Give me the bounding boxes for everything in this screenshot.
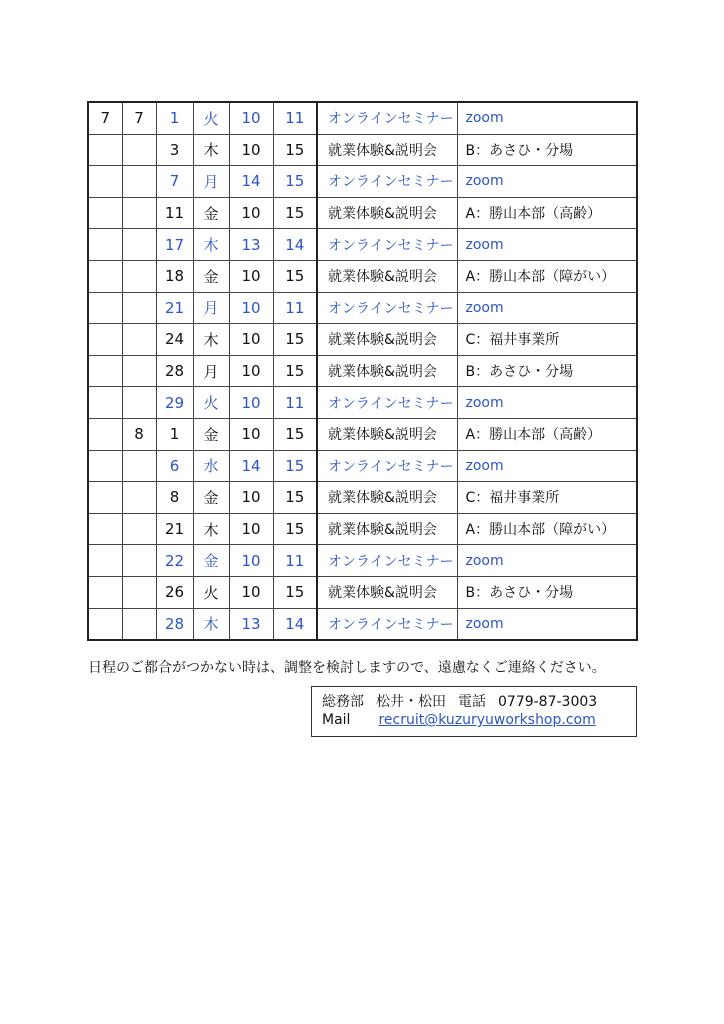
- day-cell: 18: [156, 260, 193, 292]
- year-cell: [88, 387, 122, 419]
- contact-names: 松井・松田: [376, 694, 446, 710]
- start-time-cell: 10: [229, 576, 273, 608]
- year-cell: [88, 545, 122, 577]
- month-cell: [122, 608, 156, 640]
- schedule-row: [88, 229, 637, 261]
- month-cell: 8: [122, 418, 156, 450]
- month-cell: [122, 324, 156, 356]
- event-type-cell: 就業体験&説明会: [317, 260, 457, 292]
- start-time-cell: 10: [229, 102, 273, 134]
- contact-mail-row: [322, 711, 636, 729]
- location-cell: A：勝山本部（障がい）: [457, 513, 637, 545]
- location-cell: zoom: [457, 166, 637, 198]
- start-time-cell: 10: [229, 324, 273, 356]
- weekday-cell: 木: [193, 513, 229, 545]
- start-time-cell: 10: [229, 260, 273, 292]
- day-cell: 7: [156, 166, 193, 198]
- start-time-cell: 14: [229, 166, 273, 198]
- year-cell: [88, 166, 122, 198]
- day-cell: 28: [156, 608, 193, 640]
- schedule-row: [88, 482, 637, 514]
- contact-note: 日程のご都合がつかない時は、調整を検討しますので、遠慮なくご連絡ください。: [88, 660, 606, 676]
- day-cell: 17: [156, 229, 193, 261]
- location-cell: zoom: [457, 450, 637, 482]
- day-cell: 22: [156, 545, 193, 577]
- day-cell: 8: [156, 482, 193, 514]
- event-type-cell: オンラインセミナー: [317, 545, 457, 577]
- event-type-cell: オンラインセミナー: [317, 229, 457, 261]
- weekday-cell: 木: [193, 608, 229, 640]
- end-time-cell: 15: [273, 197, 317, 229]
- day-cell: 21: [156, 292, 193, 324]
- end-time-cell: 15: [273, 513, 317, 545]
- location-cell: A：勝山本部（高齢）: [457, 197, 637, 229]
- contact-phone-row: [322, 693, 636, 711]
- event-type-cell: オンラインセミナー: [317, 608, 457, 640]
- end-time-cell: 14: [273, 608, 317, 640]
- start-time-cell: 13: [229, 608, 273, 640]
- day-cell: 11: [156, 197, 193, 229]
- start-time-cell: 10: [229, 513, 273, 545]
- month-cell: [122, 292, 156, 324]
- contact-department: 総務部: [322, 694, 364, 710]
- year-cell: [88, 482, 122, 514]
- event-type-cell: オンラインセミナー: [317, 292, 457, 324]
- schedule-row: [88, 166, 637, 198]
- day-cell: 28: [156, 355, 193, 387]
- month-cell: [122, 134, 156, 166]
- end-time-cell: 11: [273, 102, 317, 134]
- start-time-cell: 14: [229, 450, 273, 482]
- schedule-row: [88, 513, 637, 545]
- schedule-row: [88, 355, 637, 387]
- end-time-cell: 15: [273, 134, 317, 166]
- event-type-cell: 就業体験&説明会: [317, 197, 457, 229]
- schedule-row: [88, 292, 637, 324]
- location-cell: B：あさひ・分場: [457, 355, 637, 387]
- year-cell: [88, 418, 122, 450]
- day-cell: 6: [156, 450, 193, 482]
- schedule-row: [88, 576, 637, 608]
- schedule-row: [88, 387, 637, 419]
- location-cell: B：あさひ・分場: [457, 576, 637, 608]
- weekday-cell: 月: [193, 166, 229, 198]
- year-cell: [88, 197, 122, 229]
- contact-mail-label: Mail: [322, 712, 351, 728]
- month-cell: [122, 387, 156, 419]
- end-time-cell: 14: [273, 229, 317, 261]
- day-cell: 29: [156, 387, 193, 419]
- weekday-cell: 火: [193, 387, 229, 419]
- weekday-cell: 金: [193, 418, 229, 450]
- month-cell: [122, 260, 156, 292]
- location-cell: C：福井事業所: [457, 324, 637, 356]
- contact-box: [311, 686, 637, 737]
- schedule-body: [88, 102, 637, 640]
- location-cell: zoom: [457, 608, 637, 640]
- location-cell: zoom: [457, 292, 637, 324]
- schedule-row: [88, 418, 637, 450]
- start-time-cell: 10: [229, 545, 273, 577]
- weekday-cell: 金: [193, 260, 229, 292]
- weekday-cell: 月: [193, 355, 229, 387]
- year-cell: [88, 576, 122, 608]
- schedule-row: [88, 450, 637, 482]
- year-cell: [88, 260, 122, 292]
- event-type-cell: 就業体験&説明会: [317, 355, 457, 387]
- month-cell: [122, 513, 156, 545]
- schedule-row: [88, 260, 637, 292]
- year-cell: [88, 355, 122, 387]
- weekday-cell: 金: [193, 197, 229, 229]
- location-cell: A：勝山本部（障がい）: [457, 260, 637, 292]
- weekday-cell: 水: [193, 450, 229, 482]
- location-cell: zoom: [457, 102, 637, 134]
- month-cell: [122, 197, 156, 229]
- end-time-cell: 15: [273, 260, 317, 292]
- end-time-cell: 15: [273, 482, 317, 514]
- schedule-row: [88, 197, 637, 229]
- event-type-cell: 就業体験&説明会: [317, 513, 457, 545]
- day-cell: 24: [156, 324, 193, 356]
- year-cell: [88, 134, 122, 166]
- location-cell: zoom: [457, 387, 637, 419]
- end-time-cell: 15: [273, 324, 317, 356]
- location-cell: B：あさひ・分場: [457, 134, 637, 166]
- weekday-cell: 金: [193, 482, 229, 514]
- weekday-cell: 木: [193, 229, 229, 261]
- event-type-cell: 就業体験&説明会: [317, 576, 457, 608]
- weekday-cell: 木: [193, 324, 229, 356]
- year-cell: [88, 324, 122, 356]
- start-time-cell: 13: [229, 229, 273, 261]
- end-time-cell: 15: [273, 576, 317, 608]
- event-type-cell: 就業体験&説明会: [317, 418, 457, 450]
- weekday-cell: 火: [193, 102, 229, 134]
- year-cell: 7: [88, 102, 122, 134]
- event-type-cell: オンラインセミナー: [317, 166, 457, 198]
- end-time-cell: 15: [273, 355, 317, 387]
- weekday-cell: 木: [193, 134, 229, 166]
- start-time-cell: 10: [229, 355, 273, 387]
- weekday-cell: 火: [193, 576, 229, 608]
- event-type-cell: 就業体験&説明会: [317, 482, 457, 514]
- start-time-cell: 10: [229, 387, 273, 419]
- contact-phone-label: 電話: [458, 694, 486, 710]
- location-cell: C：福井事業所: [457, 482, 637, 514]
- month-cell: [122, 166, 156, 198]
- event-type-cell: 就業体験&説明会: [317, 324, 457, 356]
- month-cell: [122, 482, 156, 514]
- end-time-cell: 15: [273, 450, 317, 482]
- year-cell: [88, 229, 122, 261]
- year-cell: [88, 292, 122, 324]
- end-time-cell: 11: [273, 387, 317, 419]
- schedule-row: [88, 545, 637, 577]
- weekday-cell: 金: [193, 545, 229, 577]
- year-cell: [88, 513, 122, 545]
- event-type-cell: オンラインセミナー: [317, 102, 457, 134]
- schedule-row: [88, 608, 637, 640]
- month-cell: 7: [122, 102, 156, 134]
- schedule-row: [88, 134, 637, 166]
- start-time-cell: 10: [229, 482, 273, 514]
- month-cell: [122, 576, 156, 608]
- year-cell: [88, 450, 122, 482]
- contact-phone: 0779-87-3003: [498, 694, 598, 710]
- start-time-cell: 10: [229, 134, 273, 166]
- weekday-cell: 月: [193, 292, 229, 324]
- location-cell: zoom: [457, 229, 637, 261]
- end-time-cell: 11: [273, 292, 317, 324]
- end-time-cell: 15: [273, 418, 317, 450]
- location-cell: zoom: [457, 545, 637, 577]
- contact-email-link[interactable]: recruit@kuzuryuworkshop.com: [378, 712, 596, 728]
- end-time-cell: 15: [273, 166, 317, 198]
- year-cell: [88, 608, 122, 640]
- start-time-cell: 10: [229, 197, 273, 229]
- start-time-cell: 10: [229, 418, 273, 450]
- day-cell: 1: [156, 102, 193, 134]
- event-type-cell: オンラインセミナー: [317, 450, 457, 482]
- schedule-row: [88, 102, 637, 134]
- day-cell: 3: [156, 134, 193, 166]
- month-cell: [122, 545, 156, 577]
- month-cell: [122, 229, 156, 261]
- month-cell: [122, 450, 156, 482]
- day-cell: 1: [156, 418, 193, 450]
- schedule-row: [88, 324, 637, 356]
- end-time-cell: 11: [273, 545, 317, 577]
- event-type-cell: 就業体験&説明会: [317, 134, 457, 166]
- day-cell: 21: [156, 513, 193, 545]
- schedule-table: [87, 101, 638, 641]
- location-cell: A：勝山本部（高齢）: [457, 418, 637, 450]
- month-cell: [122, 355, 156, 387]
- start-time-cell: 10: [229, 292, 273, 324]
- event-type-cell: オンラインセミナー: [317, 387, 457, 419]
- day-cell: 26: [156, 576, 193, 608]
